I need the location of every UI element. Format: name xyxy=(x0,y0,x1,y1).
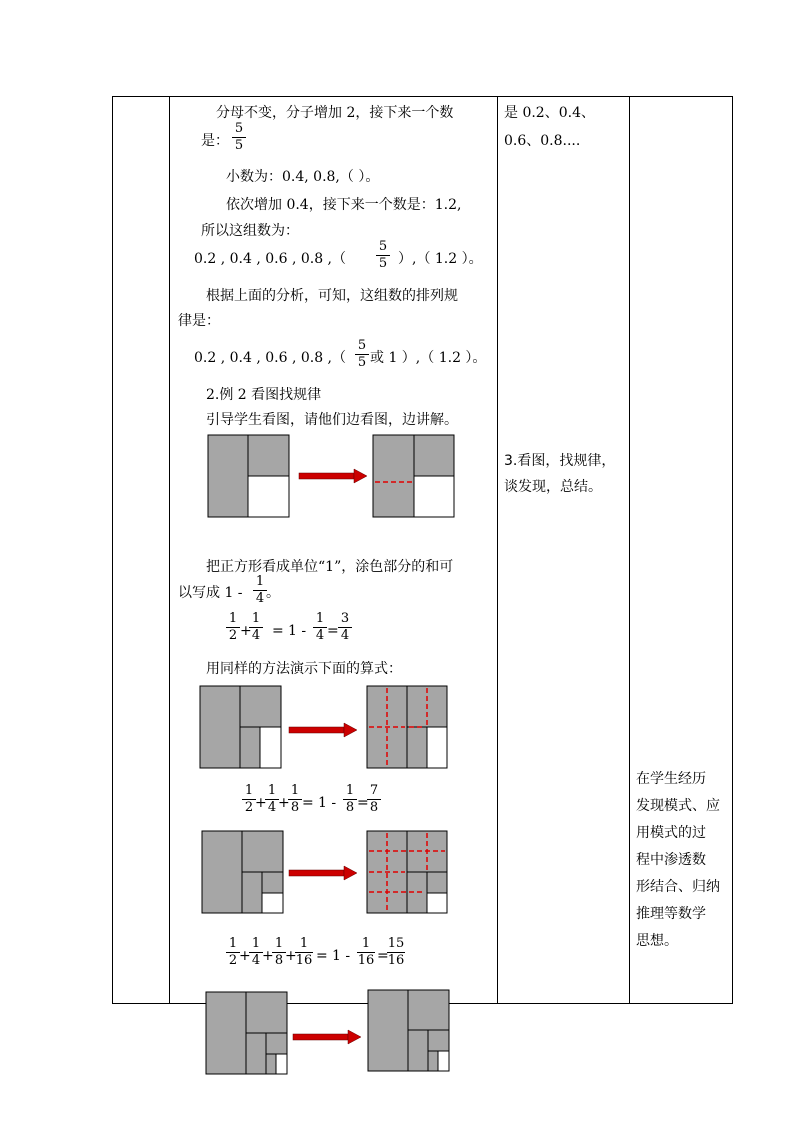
para-unit-square: 把正方形看成单位“1”，涂色部分的和可 xyxy=(206,559,454,575)
fig3-arrow-shaft xyxy=(289,870,344,876)
eq2-plus-1: + xyxy=(255,795,267,811)
col4-line-7: 思想。 xyxy=(636,933,678,949)
sequence-1-start: 0.2 , 0.4 , 0.6 , 0.8 ,（ xyxy=(194,251,347,267)
col4-line-6: 推理等数学 xyxy=(636,906,706,922)
fig4-white xyxy=(276,1054,287,1074)
fraction-1-4-inline: 1 4 xyxy=(253,575,267,606)
eq1-equals-2: = xyxy=(327,623,339,639)
para-so-sequence: 所以这组数为： xyxy=(201,223,299,239)
fraction-5-5-seq2: 5 5 xyxy=(355,339,369,370)
fig4-right-white xyxy=(438,1051,449,1071)
para-next-number-is: 是： xyxy=(201,133,229,149)
fig3-top-quarter xyxy=(242,831,283,872)
eq3-plus-3: + xyxy=(285,948,297,964)
col3-decimals-line-2: 0.6、0.8.... xyxy=(504,133,581,149)
fig1-right-white xyxy=(414,476,454,517)
eq2-equals: = xyxy=(302,795,314,811)
eq1-frac-3-4: 3 4 xyxy=(338,612,352,643)
eq3-equals-2: = xyxy=(377,948,389,964)
eq2-frac-4: 1 8 xyxy=(343,784,357,815)
sequence-2-end: 或 1 ）,（ 1.2 ）。 xyxy=(370,350,487,366)
fig4-sixteenth xyxy=(266,1033,287,1054)
fig1-arrow-shaft xyxy=(299,473,354,479)
eq2-frac-1: 1 2 xyxy=(242,784,256,815)
fig1-left-half xyxy=(208,435,248,517)
fig4-arrow-head xyxy=(348,1030,361,1044)
eq1-frac-1-2: 1 2 xyxy=(226,612,240,643)
table-col-line-3 xyxy=(497,96,498,1004)
table-col-line-4 xyxy=(629,96,630,1004)
figure-2-squares xyxy=(199,685,459,771)
col4-line-1: 在学生经历 xyxy=(636,771,706,787)
example-2-guide: 引导学生看图，请他们边看图，边讲解。 xyxy=(206,412,458,428)
fig4-thirty-second xyxy=(266,1054,276,1074)
fig4-eighth xyxy=(246,1033,266,1074)
para-decimals: 小数为：0.4, 0.8,（ ）。 xyxy=(226,169,380,185)
fraction-5-5: 5 5 xyxy=(232,122,246,153)
figure-3-squares xyxy=(201,830,461,916)
fig1-arrow-head xyxy=(354,469,367,483)
eq3-frac-6: 15 16 xyxy=(387,936,405,968)
table-col-line-1 xyxy=(112,96,113,1004)
table-col-line-2 xyxy=(169,96,170,1004)
fig1-white-quarter xyxy=(248,476,289,517)
col4-line-5: 形结合、归纳 xyxy=(636,879,720,895)
eq3-plus-1: + xyxy=(239,948,251,964)
fig3-white-sixteenth xyxy=(262,893,283,913)
col3-decimals-line-1: 是 0.2、0.4、 xyxy=(504,105,595,121)
para-increase: 依次增加 0.4，接下来一个数是：1.2, xyxy=(226,197,462,213)
para-rule-is: 律是： xyxy=(178,313,220,329)
table-col-line-5 xyxy=(732,96,733,1004)
sequence-2-start: 0.2 , 0.4 , 0.6 , 0.8 ,（ xyxy=(194,350,347,366)
eq2-frac-2: 1 4 xyxy=(265,784,279,815)
para-period: 。 xyxy=(266,585,280,601)
para-same-method: 用同样的方法演示下面的算式： xyxy=(206,661,402,677)
eq1-frac-1-4: 1 4 xyxy=(249,612,263,643)
fig3-left-half xyxy=(202,831,242,913)
figure-1-squares xyxy=(207,434,467,520)
eq2-equals-2: = xyxy=(357,795,369,811)
para-denominator-unchanged: 分母不变，分子增加 2，接下来一个数 xyxy=(216,105,454,121)
eq1-equals: = xyxy=(272,623,284,639)
eq3-frac-2: 1 4 xyxy=(249,937,263,968)
col4-line-2: 发现模式、应 xyxy=(636,798,720,814)
eq3-frac-5: 1 16 xyxy=(357,936,375,968)
table-top-border xyxy=(112,96,733,97)
eq2-plus-2: + xyxy=(278,795,290,811)
fig2-left-half xyxy=(200,686,240,768)
fig3-arrow-head xyxy=(344,866,357,880)
figure-4-squares xyxy=(205,991,465,1077)
fig3-eighth xyxy=(242,872,262,913)
eq3-one-minus: 1 - xyxy=(332,948,351,964)
fig2-right-white xyxy=(427,727,447,768)
fig1-top-quarter xyxy=(248,435,289,476)
sequence-1-end: ）,（ 1.2 ）。 xyxy=(398,251,483,267)
eq2-frac-3: 1 8 xyxy=(288,784,302,815)
eq1-one-minus: 1 - xyxy=(288,623,307,639)
col4-line-3: 用模式的过 xyxy=(636,825,706,841)
fraction-5-5-seq1: 5 5 xyxy=(376,240,390,271)
fig4-left-half xyxy=(206,992,246,1074)
col3-task-line-2: 谈发现，总结。 xyxy=(504,479,602,495)
eq2-frac-5: 7 8 xyxy=(367,784,381,815)
col3-task-line-1: 3.看图，找规律， xyxy=(504,453,616,469)
fig4-top-quarter xyxy=(246,992,287,1033)
eq3-equals: = xyxy=(316,948,328,964)
fig2-arrow-shaft xyxy=(289,727,344,733)
fig2-white-eighth xyxy=(260,727,281,768)
fig4-arrow-shaft xyxy=(293,1034,348,1040)
eq1-plus: + xyxy=(240,623,252,639)
fig2-eighth xyxy=(240,727,260,768)
eq2-one-minus: 1 - xyxy=(318,795,337,811)
fig3-sixteenth xyxy=(262,872,283,893)
eq3-frac-3: 1 8 xyxy=(272,937,286,968)
fig3-right-white xyxy=(427,893,447,913)
eq3-frac-1: 1 2 xyxy=(226,937,240,968)
fig2-top-quarter xyxy=(240,686,281,727)
example-2-title: 2.例 2 看图找规律 xyxy=(206,387,322,403)
para-analysis: 根据上面的分析，可知，这组数的排列规 xyxy=(206,288,458,304)
eq3-plus-2: + xyxy=(262,948,274,964)
eq3-frac-4: 1 16 xyxy=(295,936,313,968)
para-can-write-as: 以写成 1 - xyxy=(178,585,243,601)
col4-line-4: 程中渗透数 xyxy=(636,852,706,868)
fig2-arrow-head xyxy=(344,723,357,737)
eq1-frac-1-4-b: 1 4 xyxy=(313,612,327,643)
